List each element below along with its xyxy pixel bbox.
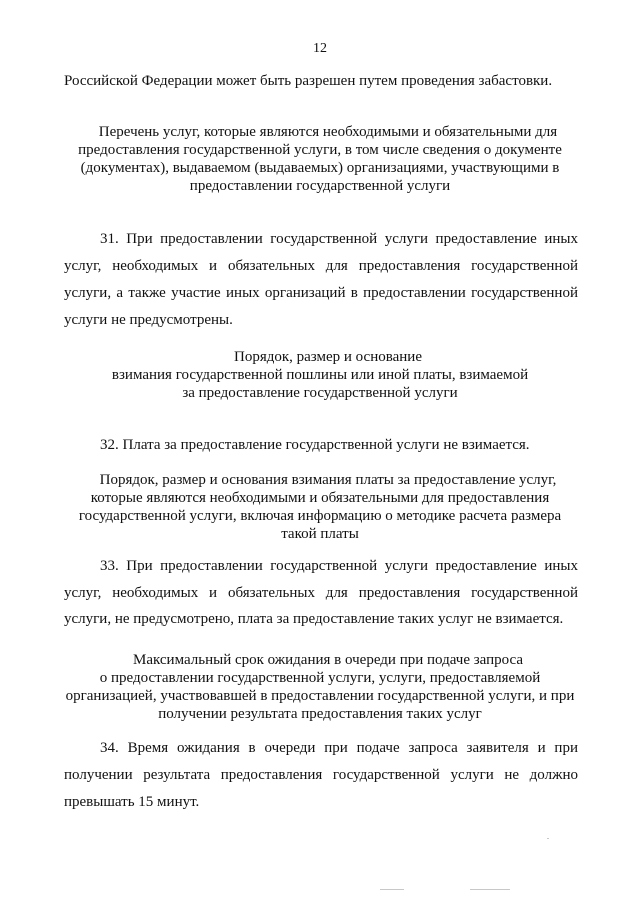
paragraph-line: услуги, не предусмотрено, плата за предоставление таких услуг не взимается.: [64, 611, 564, 627]
paragraph-line: 33. При предоставлении государственной услуги предоставление иных: [100, 558, 578, 574]
heading-line: такой платы: [281, 526, 359, 542]
heading-line: (документах), выдаваемом (выдаваемых) организациями, участвующими в: [80, 160, 560, 176]
heading-line: предоставлении государственной услуги: [189, 178, 451, 194]
heading-line: Порядок, размер и основание: [233, 349, 422, 365]
heading-line: получении результата предоставления таких услуг: [158, 706, 482, 722]
paragraph-line: услуг, необходимых и обязательных для предоставления государственной: [64, 585, 578, 601]
heading-line: о предоставлении государственной услуги, услуги, предоставляемой: [99, 670, 541, 686]
heading-line: за предоставление государственной услуги: [182, 385, 458, 401]
heading-line: Порядок, размер и основания взимания платы за предоставление услуг,: [99, 472, 557, 488]
paragraph-line: превышать 15 минут.: [64, 794, 200, 810]
scan-speck: [380, 889, 404, 890]
paragraph-line: 31. При предоставлении государственной услуги предоставление иных: [100, 231, 578, 247]
scan-speck: [470, 889, 510, 890]
heading-line: которые являются необходимыми и обязательными для предоставления: [90, 490, 550, 506]
heading-line: организацией, участвовавшей в предоставлении государственной услуги, и при: [65, 688, 575, 704]
heading-line: Перечень услуг, которые являются необходимыми и обязательными для: [98, 124, 558, 140]
paragraph-line: услуги, а также участие иных организаций в предоставлении государственной: [64, 285, 578, 301]
heading-line: Максимальный срок ожидания в очереди при подаче запроса: [132, 652, 524, 668]
paragraph-32: 32. Плата за предоставление государственной услуги не взимается.: [100, 437, 530, 453]
heading-line: предоставления государственной услуги, в том числе сведения о документе: [78, 142, 562, 158]
intro-line: Российской Федерации может быть разрешен путем проведения забастовки.: [64, 73, 553, 89]
paragraph-line: получении результата предоставления государственной услуги не должно: [64, 767, 578, 783]
scan-speck: [547, 838, 549, 839]
paragraph-line: услуг, необходимых и обязательных для предоставления государственной: [64, 258, 578, 274]
paragraph-line: услуги не предусмотрены.: [64, 312, 233, 328]
heading-line: государственной услуги, включая информацию о методике расчета размера: [78, 508, 562, 524]
page-number: 12: [313, 41, 327, 56]
heading-line: взимания государственной пошлины или иной платы, взимаемой: [111, 367, 529, 383]
paragraph-line: 34. Время ожидания в очереди при подаче запроса заявителя и при: [100, 740, 578, 756]
